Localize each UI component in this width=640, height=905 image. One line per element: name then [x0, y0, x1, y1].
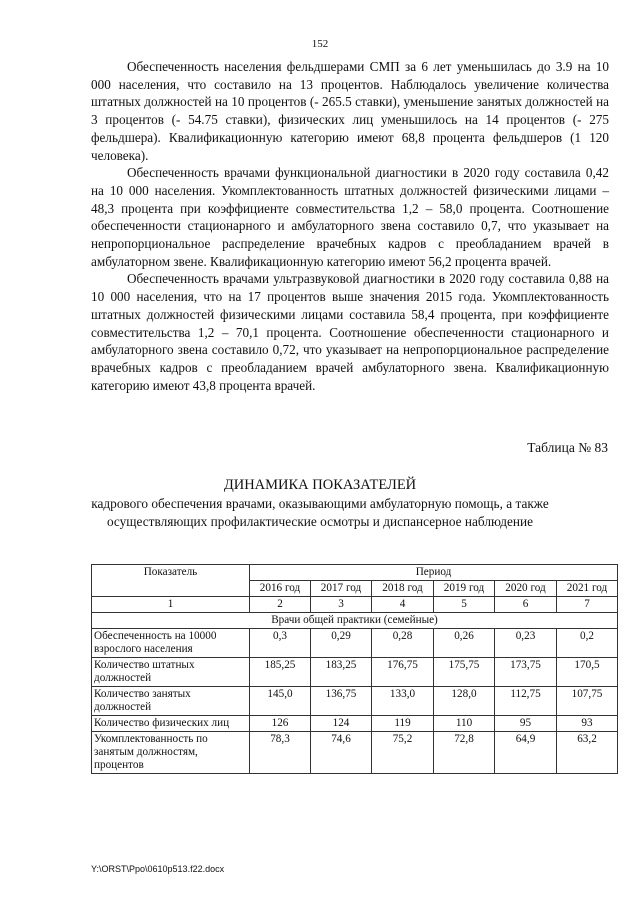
table-cell: 72,8 [434, 732, 495, 774]
table-row [92, 687, 618, 716]
table-cell: 95 [495, 716, 557, 732]
table-label: Таблица № 83 [527, 440, 608, 455]
table-header-row [92, 565, 618, 581]
row-label: Укомплектованность по занятым должностям, процентов [92, 732, 250, 774]
table-cell: 75,2 [372, 732, 434, 774]
header-year: 2016 год [250, 581, 311, 597]
header-year: 2020 год [495, 581, 557, 597]
table-row [92, 629, 618, 658]
table-cell: 0,3 [250, 629, 311, 658]
table-row [92, 658, 618, 687]
header-period: Период [250, 565, 618, 581]
table-cell: 176,75 [372, 658, 434, 687]
header-indicator: Показатель [92, 565, 250, 597]
col-number: 6 [495, 597, 557, 613]
table-cell: 170,5 [557, 658, 618, 687]
paragraph-smp-paramedics: Обеспеченность населения фельдшерами СМП за 6 лет уменьшилась до 3.9 на 10 000 населения, что составило на 13 процентов. Наблюдалось увеличение количества штатных должностей на 10 процентов (- 265.5 ставки), уменьшение занятых должностей на 3 процентов (- 54.75 ставки), физических лиц уменьшилось на 14 процентов (- 275 фельдшера). Квалификационную категорию имеют 68,8 процента фельдшеров (1 120 человека). [91, 59, 609, 163]
table-cell: 0,2 [557, 629, 618, 658]
table-cell: 173,75 [495, 658, 557, 687]
table-cell: 64,9 [495, 732, 557, 774]
row-label: Количество штатных должностей [92, 658, 250, 687]
table-row [92, 716, 618, 732]
table-cell: 110 [434, 716, 495, 732]
table-section-row [92, 613, 618, 629]
table-cell: 133,0 [372, 687, 434, 716]
row-label: Количество физических лиц [92, 716, 250, 732]
table-cell: 185,25 [250, 658, 311, 687]
table-cell: 63,2 [557, 732, 618, 774]
table-cell: 112,75 [495, 687, 557, 716]
table-cell: 124 [311, 716, 372, 732]
header-year: 2017 год [311, 581, 372, 597]
col-number: 5 [434, 597, 495, 613]
table-cell: 128,0 [434, 687, 495, 716]
table-cell: 0,28 [372, 629, 434, 658]
table-row [92, 732, 618, 774]
row-label: Обеспеченность на 10000 взрослого населения [92, 629, 250, 658]
page-number: 152 [311, 38, 329, 50]
table-cell: 126 [250, 716, 311, 732]
paragraph-ultrasound-diagnostics: Обеспеченность врачами ультразвуковой диагностики в 2020 году составила 0,88 на 10 000 населения, что на 17 процентов выше значения 2015 года. Укомплектованность штатных должностей физическими лицами составила 58,4 процента, при коэффициенте совместительства 1,2 – 70,1 процента. Соотношение обеспеченности стационарного и амбулаторного звена составило 0,72, что указывает на непропорциональное распределение врачебных кадров с преобладанием врачей амбулаторного звена. Квалификационную категорию имеют 43,8 процента врачей. [91, 271, 609, 393]
table-subtitle: кадрового обеспечения врачами, оказывающими амбулаторную помощь, а также осуществляющих профилактические осмотры и диспансерное наблюдение [91, 496, 549, 529]
table-title: ДИНАМИКА ПОКАЗАТЕЛЕЙ [223, 477, 417, 493]
header-year: 2018 год [372, 581, 434, 597]
section-label: Врачи общей практики (семейные) [92, 613, 618, 629]
table-cell: 145,0 [250, 687, 311, 716]
header-year: 2019 год [434, 581, 495, 597]
header-year: 2021 год [557, 581, 618, 597]
table-cell: 0,26 [434, 629, 495, 658]
col-number: 1 [92, 597, 250, 613]
col-number: 3 [311, 597, 372, 613]
table-cell: 0,23 [495, 629, 557, 658]
paragraph-functional-diagnostics: Обеспеченность врачами функциональной диагностики в 2020 году составила 0,42 на 10 000 населения. Укомплектованность штатных должностей физическими лицами – 48,3 процента при коэффициенте совместительства 1,2 – 58,0 процента. Соотношение обеспеченности стационарного и амбулаторного звена составило 0,7, что указывает на непропорциональное распределение врачебных кадров с преобладанием врачей в амбулаторном звене. Квалификационную категорию имеют 56,2 процента врачей. [91, 165, 609, 269]
col-number: 7 [557, 597, 618, 613]
staffing-table [91, 564, 618, 774]
table-cell: 119 [372, 716, 434, 732]
body-text [91, 58, 609, 394]
table-cell: 107,75 [557, 687, 618, 716]
table-cell: 74,6 [311, 732, 372, 774]
table-cell: 78,3 [250, 732, 311, 774]
table-cell: 136,75 [311, 687, 372, 716]
table-cell: 183,25 [311, 658, 372, 687]
col-number: 2 [250, 597, 311, 613]
table-cell: 175,75 [434, 658, 495, 687]
col-number: 4 [372, 597, 434, 613]
table-col-numbers-row [92, 597, 618, 613]
table-cell: 93 [557, 716, 618, 732]
footer-file-path: Y:\ORST\Ppo\0610p513.f22.docx [91, 864, 225, 874]
row-label: Количество занятых должностей [92, 687, 250, 716]
table-cell: 0,29 [311, 629, 372, 658]
